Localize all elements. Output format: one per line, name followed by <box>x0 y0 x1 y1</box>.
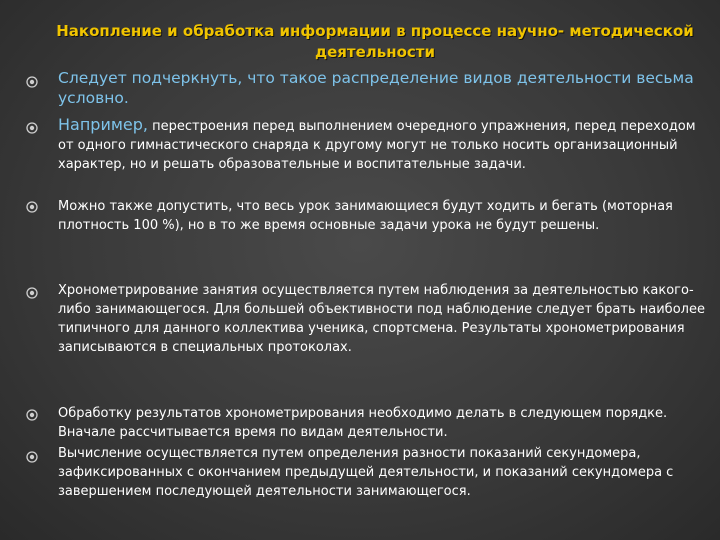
paragraph-3-text: Можно также допустить, что весь урок занимающиеся будут ходить и бегать (моторная плотность 100 %), но в то же время основные задачи урока не будут решены. <box>58 199 673 233</box>
paragraph-1 <box>58 68 698 108</box>
paragraph-1-text: Следует подчеркнуть, что такое распределение видов деятельности весьма условно. <box>58 69 694 107</box>
paragraph-5 <box>58 404 708 442</box>
circled-dot-bullet-icon <box>26 451 38 463</box>
paragraph-2-text: перестроения перед выполнением очередного упражнения, перед переходом от одного гимнастического снаряда к другому могут не только носить организационный характер, но и решать образовательные и воспитательные задачи. <box>58 119 696 172</box>
slide-title: Накопление и обработка информации в процессе научно- методической деятельности <box>56 22 694 61</box>
circled-dot-bullet-icon <box>26 76 38 88</box>
circled-dot-bullet-icon <box>26 409 38 421</box>
paragraph-6 <box>58 444 708 501</box>
circled-dot-bullet-icon <box>26 201 38 213</box>
paragraph-5-text: Обработку результатов хронометрирования необходимо делать в следующем порядке. Вначале рассчитывается время по видам деятельности. <box>58 406 668 440</box>
paragraph-4 <box>58 281 708 357</box>
circled-dot-bullet-icon <box>26 122 38 134</box>
paragraph-3 <box>58 197 708 235</box>
paragraph-2 <box>58 115 708 174</box>
paragraph-4-text: Хронометрирование занятия осуществляется путем наблюдения за деятельностью какого-либо занимающегося. Для большей объективности под наблюдение следует брать наиболее типичного для данного коллектива ученика, спортсмена. Результаты хронометрирования записываются в специальных протоколах. <box>58 283 705 355</box>
circled-dot-bullet-icon <box>26 287 38 299</box>
paragraph-2-lead: Например, <box>58 115 149 134</box>
paragraph-6-text: Вычисление осуществляется путем определения разности показаний секундомера, зафиксированных с окончанием предыдущей деятельности, и показаний секундомера с завершением последующей деятельности занимающегося. <box>58 446 674 499</box>
